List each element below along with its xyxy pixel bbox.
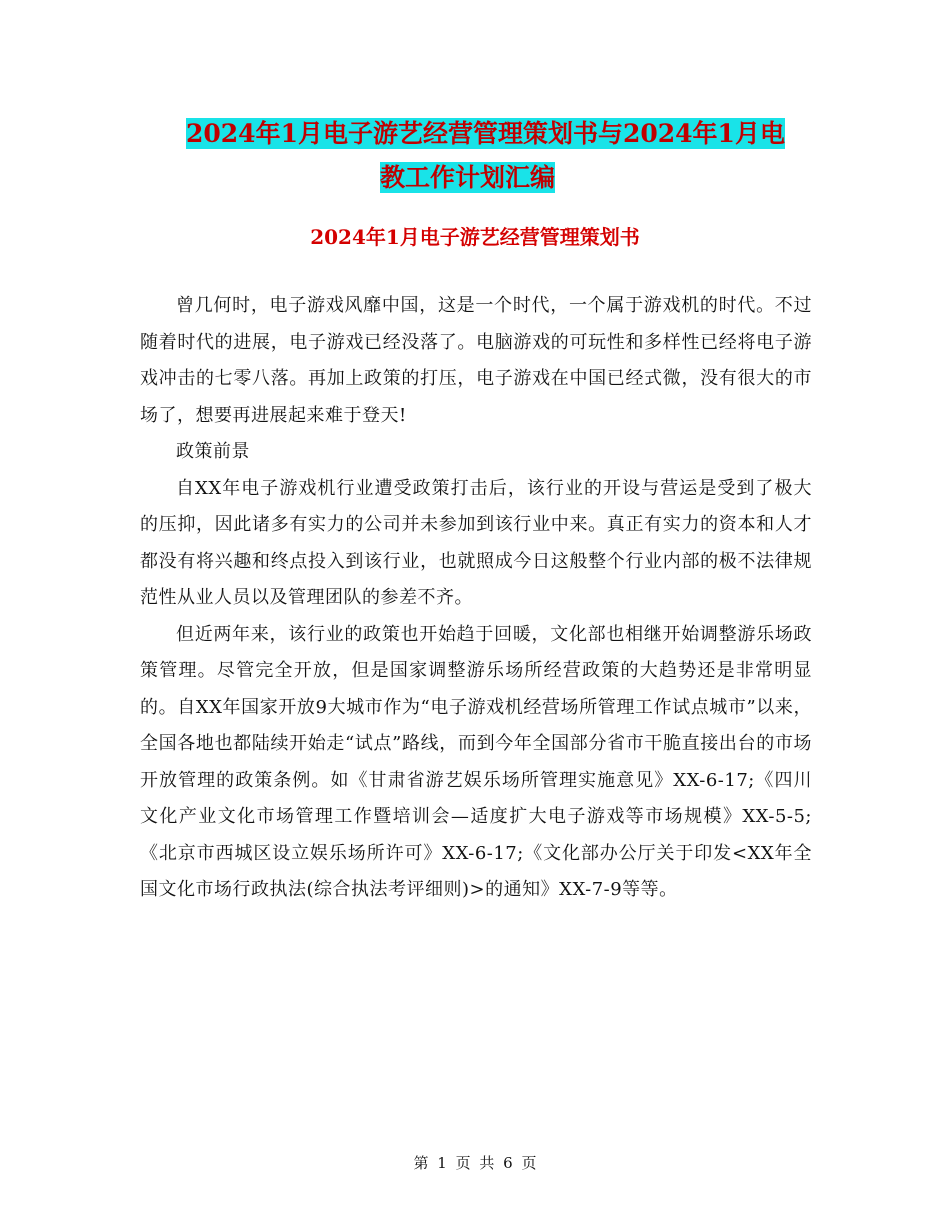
document-title-line-2 <box>140 156 840 200</box>
title-highlight: 2024年1月电子游艺经营管理策划书与2024年1月电 <box>186 119 785 148</box>
paragraph-heading-policy: 政策前景 <box>176 441 250 462</box>
paragraph-intro: 曾几何时，电子游戏风靡中国，这是一个时代，一个属于游戏机的时代。不过随着时代的进展，电子游戏已经没落了。电脑游戏的可玩性和多样性已经将电子游戏冲击的七零八落。再加上政策的打压，电子游戏在中国已经式微，没有很大的市场了，想要再进展起来难于登天! <box>140 295 812 426</box>
section-title: 2024年1月电子游艺经营管理策划书 <box>310 225 640 249</box>
title-highlight: 教工作计划汇编 <box>380 163 556 192</box>
document-title-line-1 <box>140 112 840 156</box>
paragraph-policy-history: 自XX年电子游戏机行业遭受政策打击后，该行业的开设与营运是受到了极大的压抑，因此诸多有实力的公司并未参加到该行业中来。真正有实力的资本和人才都没有将兴趣和终点投入到该行业，也就照成今日这般整个行业内部的极不法律规范性从业人员以及管理团队的参差不齐。 <box>140 477 812 608</box>
paragraph-policy-recovery: 但近两年来，该行业的政策也开始趋于回暖，文化部也相继开始调整游乐场政策管理。尽管完全开放，但是国家调整游乐场所经营政策的大趋势还是非常明显的。自XX年国家开放9大城市作为“电子游戏机经营场所管理工作试点城市”以来，全国各地也都陆续开始走“试点”路线，而到今年全国部分省市干脆直接出台的市场开放管理的政策条例。如《甘肃省游艺娱乐场所管理实施意见》XX-6-17;《四川文化产业文化市场管理工作暨培训会—适度扩大电子游戏等市场规模》XX-5-5;《北京市西城区设立娱乐场所许可》XX-6-17;《文化部办公厅关于印发<XX年全国文化市场行政执法(综合执法考评细则)>的通知》XX-7-9等等。 <box>140 623 812 900</box>
page-footer: 第 1 页 共 6 页 <box>413 1154 537 1172</box>
document-body <box>140 288 812 909</box>
document-title <box>140 112 840 200</box>
